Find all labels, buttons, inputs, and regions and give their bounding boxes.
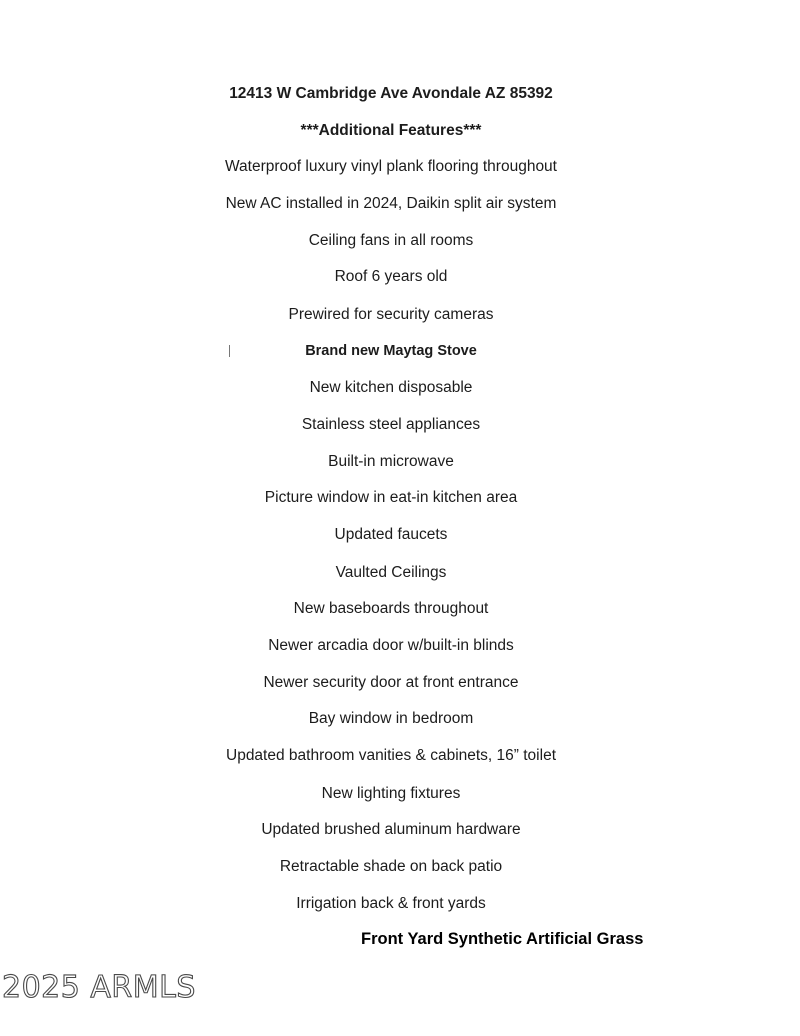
feature-item: Updated faucets bbox=[334, 526, 448, 543]
feature-item: Picture window in eat-in kitchen area bbox=[264, 489, 518, 506]
feature-item-highlighted: Brand new Maytag Stove bbox=[305, 343, 477, 359]
armls-watermark: 2025 ARMLS bbox=[2, 970, 196, 1005]
feature-item: Vaulted Ceilings bbox=[335, 564, 447, 581]
feature-item: Newer security door at front entrance bbox=[263, 674, 519, 691]
feature-item: Ceiling fans in all rooms bbox=[308, 232, 474, 249]
feature-item: Stainless steel appliances bbox=[301, 416, 481, 433]
feature-item: Newer arcadia door w/built-in blinds bbox=[268, 637, 514, 654]
feature-item: Waterproof luxury vinyl plank flooring throughout bbox=[225, 158, 557, 175]
feature-item: Roof 6 years old bbox=[334, 268, 448, 285]
feature-item: Retractable shade on back patio bbox=[279, 858, 503, 875]
feature-item: New kitchen disposable bbox=[309, 379, 473, 396]
feature-item: New lighting fixtures bbox=[321, 785, 461, 802]
feature-item: New baseboards throughout bbox=[293, 600, 489, 617]
feature-item: Updated brushed aluminum hardware bbox=[261, 821, 521, 838]
property-address: 12413 W Cambridge Ave Avondale AZ 85392 bbox=[229, 85, 553, 102]
features-heading: ***Additional Features*** bbox=[300, 122, 482, 139]
feature-item: Prewired for security cameras bbox=[288, 306, 494, 323]
extra-feature: Front Yard Synthetic Artificial Grass bbox=[361, 930, 644, 948]
feature-item: New AC installed in 2024, Daikin split air system bbox=[225, 195, 557, 212]
feature-item: Irrigation back & front yards bbox=[296, 895, 486, 912]
feature-item: Updated bathroom vanities & cabinets, 16” toilet bbox=[226, 747, 556, 764]
feature-item: Built-in microwave bbox=[328, 453, 454, 470]
feature-item: Bay window in bedroom bbox=[308, 710, 474, 727]
